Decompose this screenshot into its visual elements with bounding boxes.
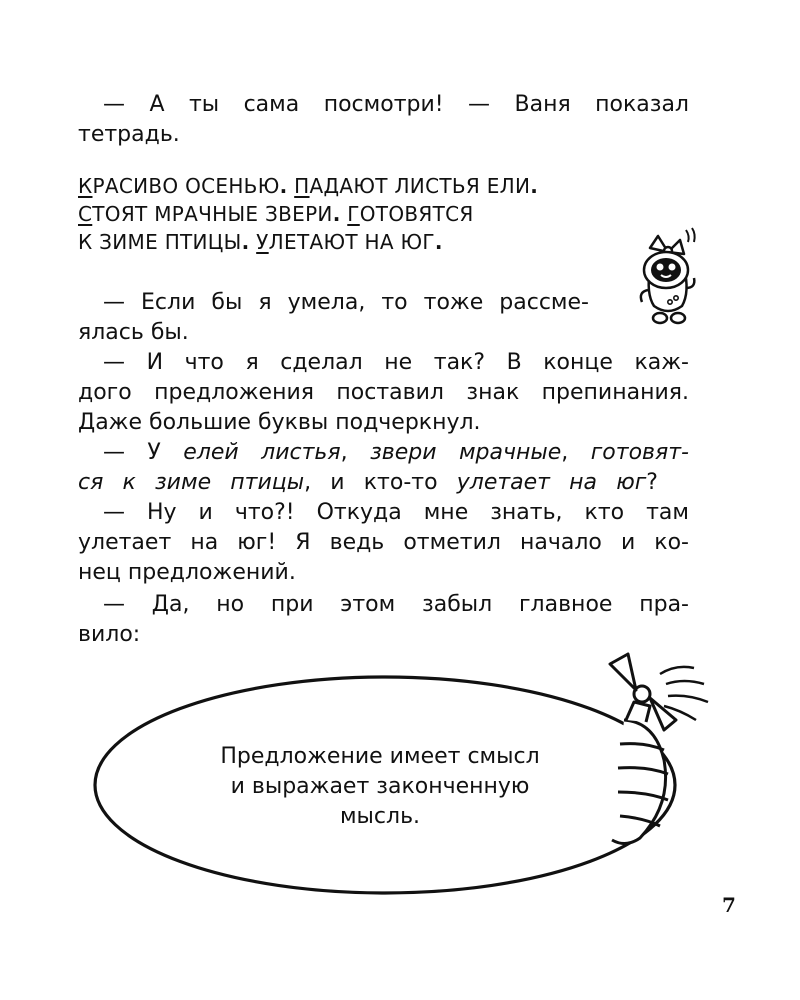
period-mark: .: [434, 230, 443, 254]
underlined-capital: У: [256, 230, 269, 254]
period-mark: .: [332, 202, 341, 226]
underlined-capital: С: [78, 202, 93, 226]
dialogue-line-1: — А ты сама посмотри! — Ваня показал: [103, 92, 689, 117]
quoted-phrase: улетает на юг: [456, 470, 647, 495]
period-mark: .: [279, 174, 288, 198]
dialogue-line-13: — Да, но при этом забыл главное пра-: [103, 592, 689, 617]
underlined-capital: Г: [347, 202, 360, 226]
dialogue-text: — У: [103, 440, 184, 465]
dialogue-line-4: ялась бы.: [78, 320, 189, 345]
underlined-capital: П: [294, 174, 310, 198]
underlined-capital: К: [78, 174, 93, 198]
dialogue-line-10: — Ну и что?! Откуда мне знать, кто там: [103, 500, 689, 525]
dialogue-text: , и кто-то: [304, 470, 457, 495]
notebook-text: РАСИВО ОСЕНЬЮ: [92, 174, 280, 198]
dialogue-line-6: дого предложения поставил знак препинания.: [78, 380, 689, 405]
dialogue-text: ,: [340, 440, 371, 465]
rule-line-3: мысль.: [339, 804, 421, 829]
quoted-phrase: звери мрачные: [370, 440, 562, 465]
notebook-text: ЛЕТАЮТ НА ЮГ: [268, 230, 435, 254]
dialogue-text: ,: [561, 440, 591, 465]
quoted-phrase: готовят-: [590, 440, 689, 465]
quoted-phrase: елей листья: [183, 440, 341, 465]
dialogue-line-2: тетрадь.: [78, 122, 180, 147]
dialogue-line-11: улетает на юг! Я ведь отметил начало и ко-: [78, 530, 689, 555]
dialogue-line-12: нец предложений.: [78, 560, 296, 585]
period-mark: .: [241, 230, 250, 254]
dialogue-line-7: Даже большие буквы подчеркнул.: [78, 410, 481, 435]
dialogue-line-3: — Если бы я умела, то тоже рассме-: [103, 290, 589, 315]
dialogue-line-14: вило:: [78, 622, 141, 647]
dialogue-text: ?: [646, 470, 658, 495]
rule-line-1: Предложение имеет смысл: [220, 744, 540, 769]
dialogue-line-5: — И что я сделал не так? В конце каж-: [103, 350, 689, 375]
notebook-text: К ЗИМЕ ПТИЦЫ: [78, 230, 242, 254]
period-mark: .: [530, 174, 539, 198]
notebook-text: ОТОВЯТСЯ: [359, 202, 474, 226]
rule-line-2: и выражает законченную: [230, 774, 530, 799]
page-number: 7: [722, 893, 736, 917]
notebook-text: ТОЯТ МРАЧНЫЕ ЗВЕРИ: [92, 202, 333, 226]
quoted-phrase: ся к зиме птицы: [78, 470, 305, 495]
notebook-text: АДАЮТ ЛИСТЬЯ ЕЛИ: [309, 174, 531, 198]
rule-statement: [195, 742, 565, 832]
